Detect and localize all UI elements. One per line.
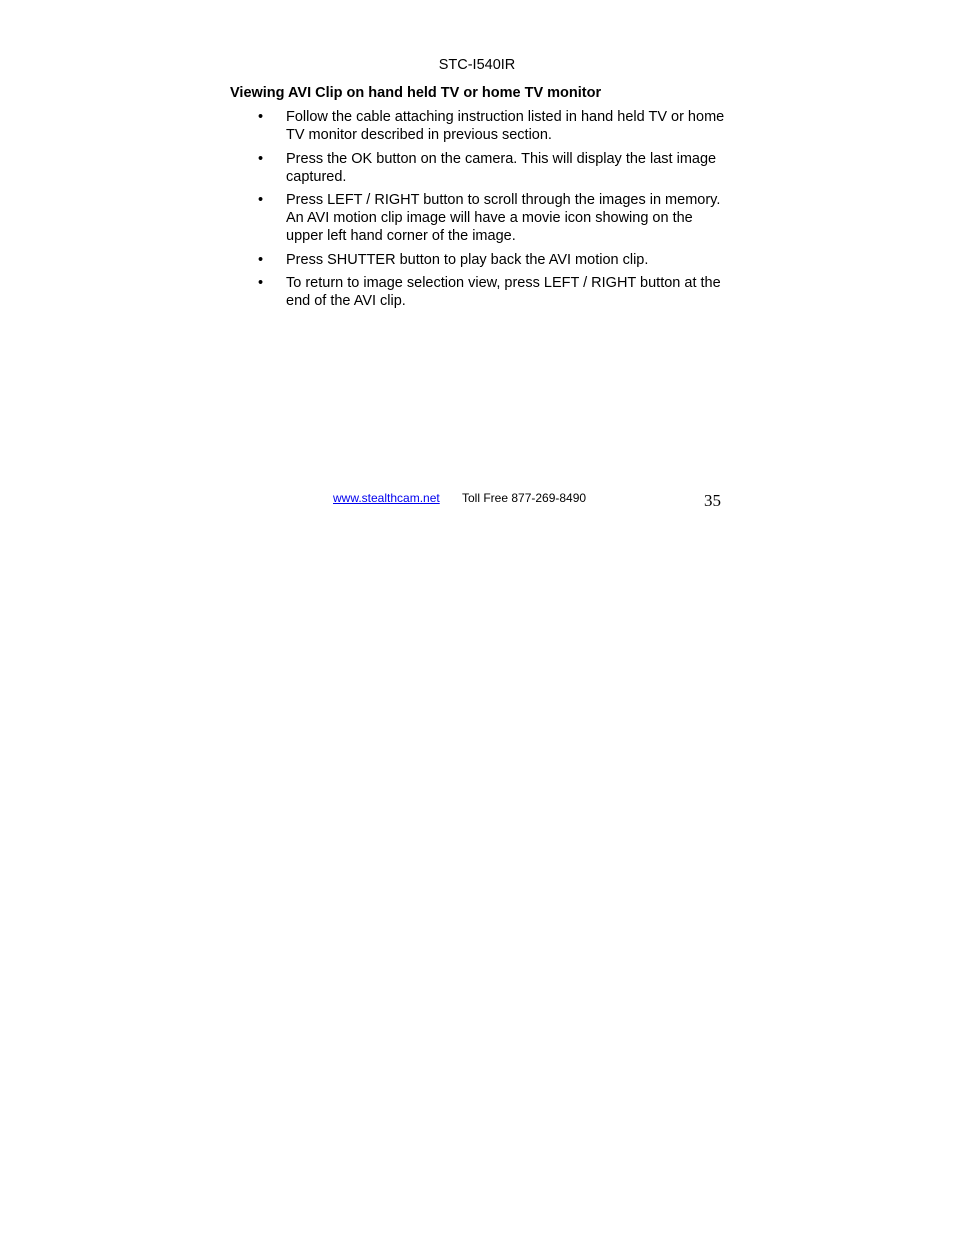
bullet-icon: • bbox=[258, 275, 264, 291]
list-item-text: Press SHUTTER button to play back the AVI motion clip. bbox=[286, 251, 649, 268]
toll-free-phone: Toll Free 877-269-8490 bbox=[462, 491, 587, 505]
model-header: STC-I540IR bbox=[438, 57, 516, 73]
section-title: Viewing AVI Clip on hand held TV or home TV monitor bbox=[230, 85, 602, 101]
list-item bbox=[258, 191, 728, 245]
list-item-text: Press LEFT / RIGHT button to scroll through the images in memory. An AVI motion clip image will have a movie icon showing on the upper left hand corner of the image. bbox=[286, 192, 721, 244]
list-item bbox=[258, 108, 728, 144]
list-item bbox=[258, 274, 728, 310]
page-number: 35 bbox=[704, 491, 721, 510]
bullet-icon: • bbox=[258, 109, 264, 125]
instruction-list bbox=[258, 108, 728, 316]
website-link[interactable]: www.stealthcam.net bbox=[333, 491, 440, 505]
list-item-text: Press the OK button on the camera. This will display the last image captured. bbox=[286, 150, 717, 185]
list-item bbox=[258, 251, 728, 269]
list-item bbox=[258, 150, 728, 186]
bullet-icon: • bbox=[258, 150, 264, 167]
bullet-icon: • bbox=[258, 251, 264, 268]
page-footer bbox=[0, 490, 954, 514]
bullet-icon: • bbox=[258, 192, 264, 208]
list-item-text: Follow the cable attaching instruction listed in hand held TV or home TV monitor described in previous section. bbox=[286, 109, 725, 143]
list-item-text: To return to image selection view, press LEFT / RIGHT button at the end of the AVI clip. bbox=[286, 275, 721, 309]
